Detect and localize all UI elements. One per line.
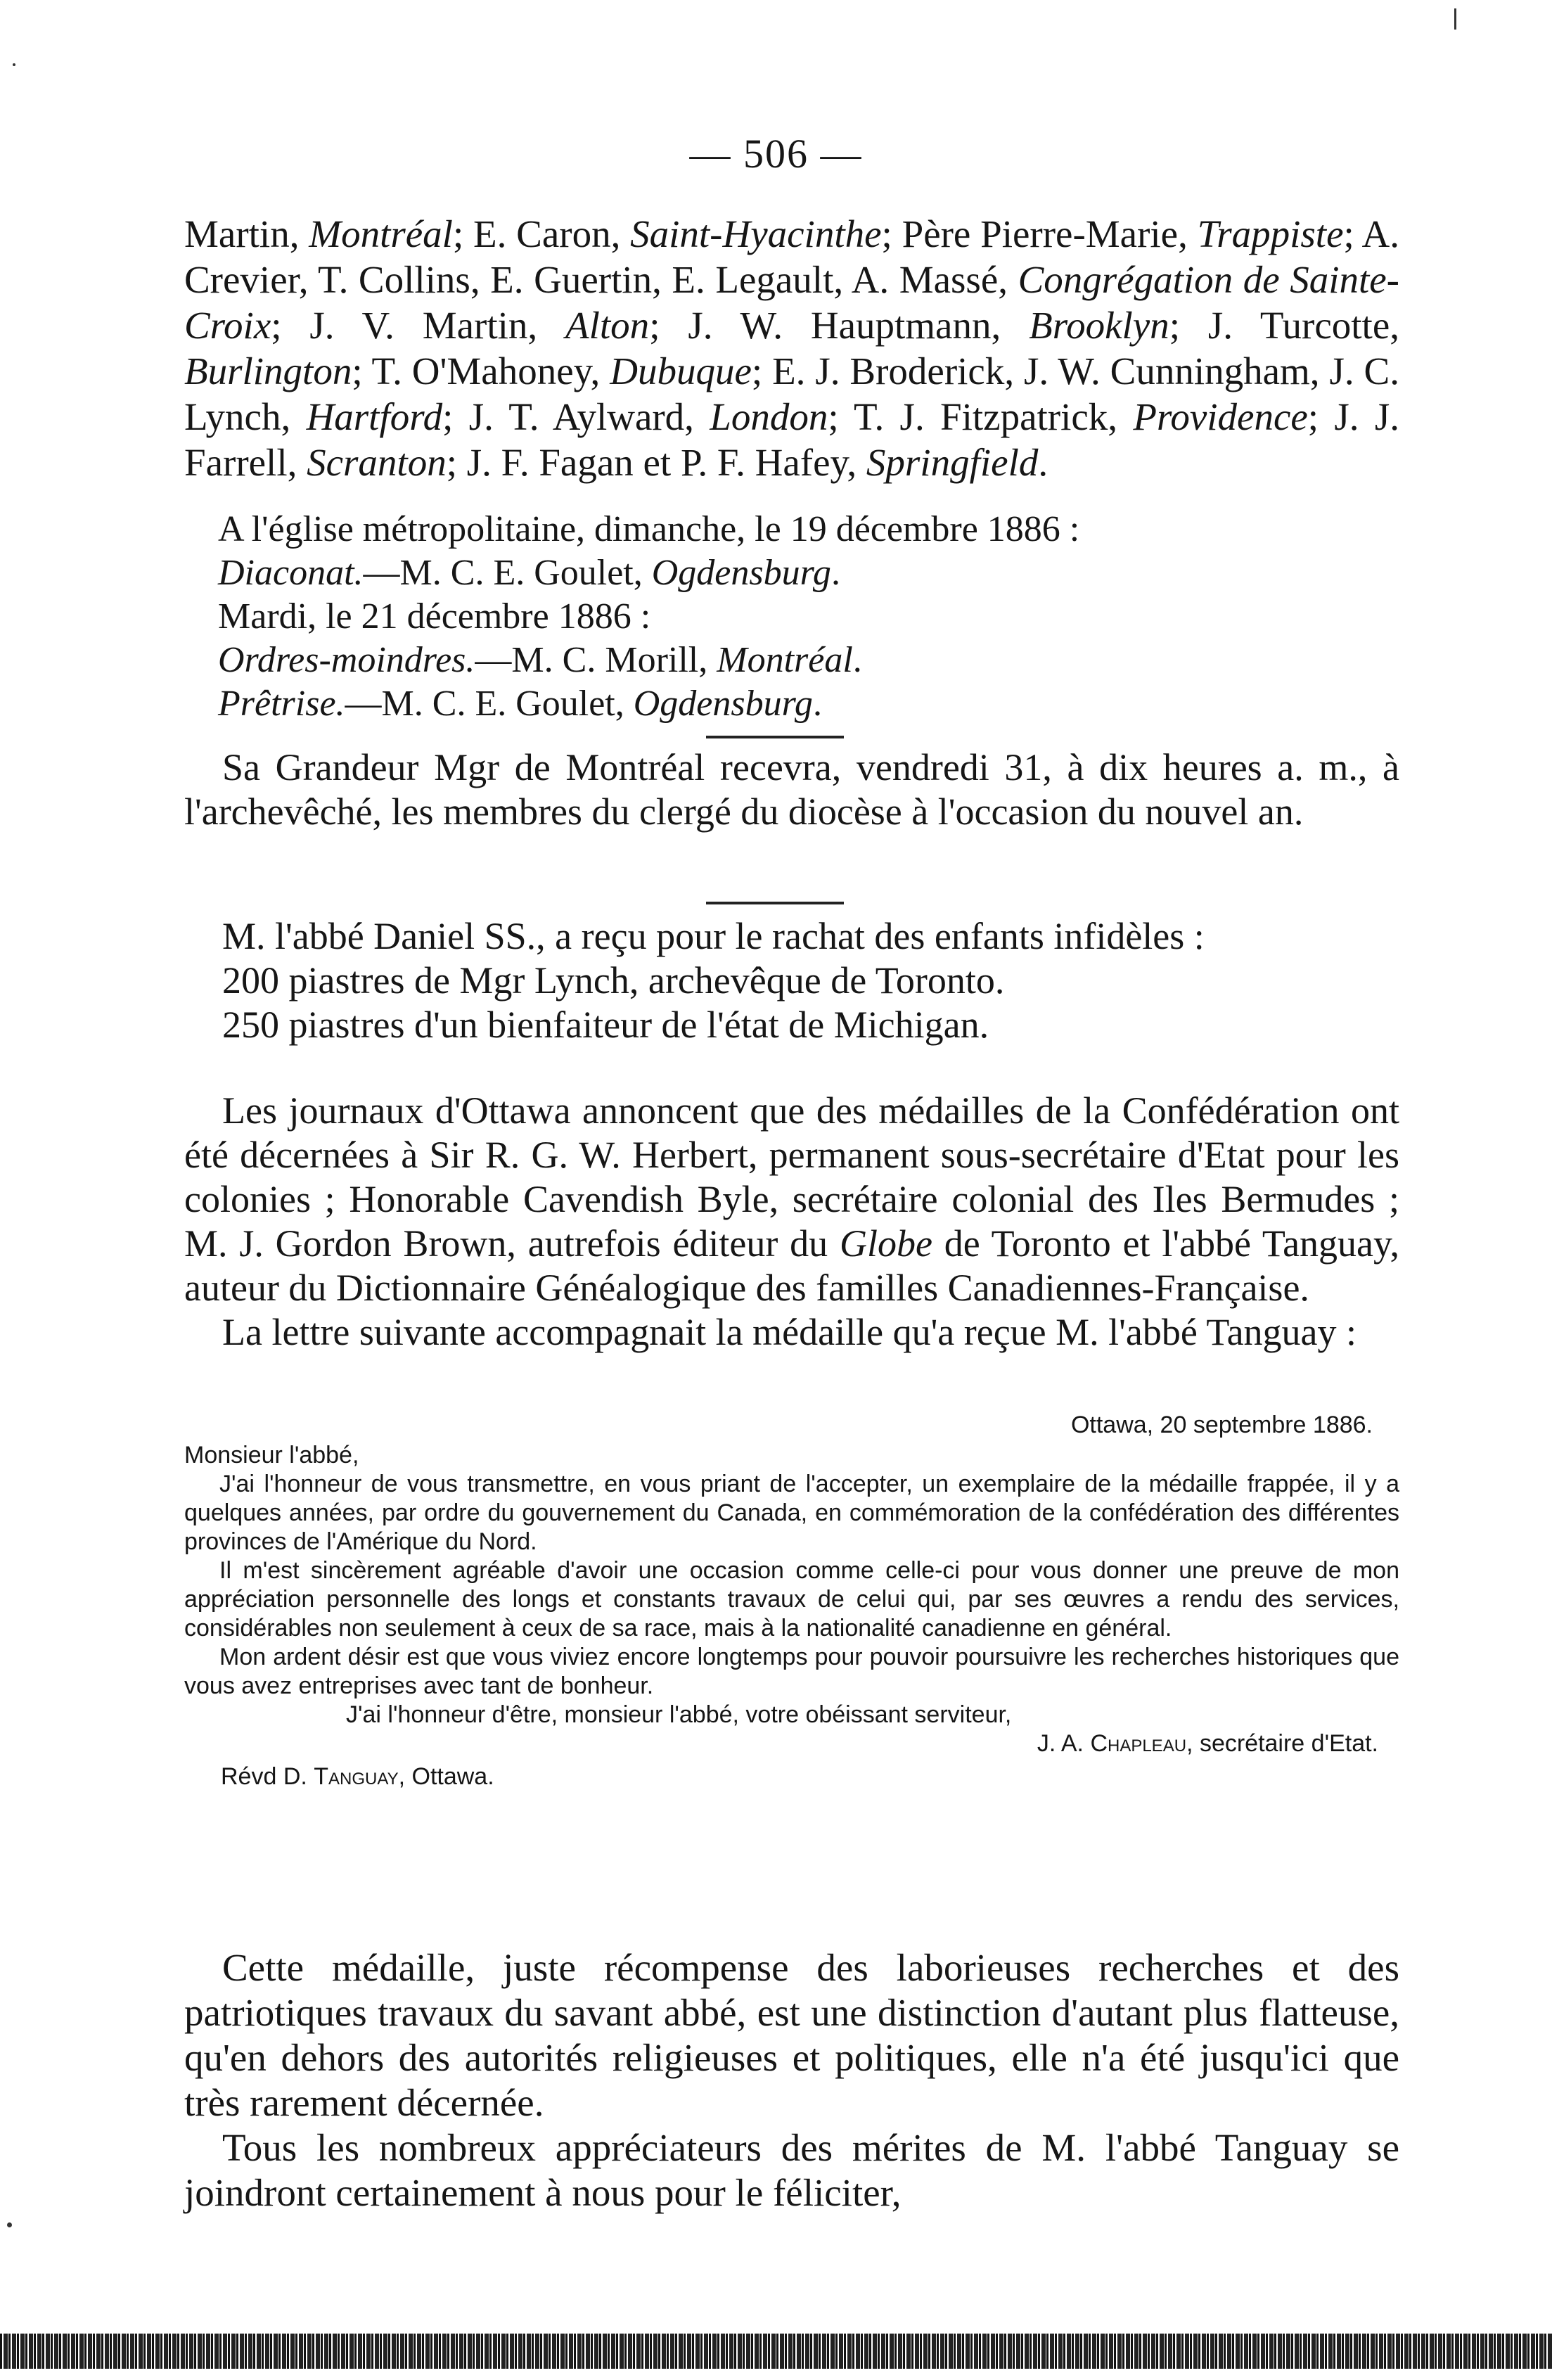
reception-paragraph [184, 746, 1399, 834]
text: ; J. Turcotte, [1169, 304, 1399, 347]
medals-paragraph [184, 1089, 1399, 1310]
order-name: Ordres-moindres. [218, 640, 475, 680]
place-name: Brooklyn [1029, 304, 1169, 347]
section-divider [706, 736, 844, 738]
text: ; T. O'Mahoney, [352, 350, 610, 392]
letter-paragraph: Mon ardent désir est que vous viviez encore longtemps pour pouvoir poursuivre les recherches historiques que vous avez entreprises avec tant de bonheur. [184, 1644, 1399, 1699]
text: ; J. J. Farrell, [184, 395, 1400, 484]
text: —M. C. Morill, [475, 640, 717, 680]
place-name: London [710, 395, 828, 438]
text: ; A. Crevier, T. Collins, E. Guertin, E. Legault, A. Massé, [184, 212, 1399, 301]
ordination-line [218, 639, 862, 682]
text: , Ottawa. [398, 1763, 494, 1790]
text: ; J. V. Martin, [271, 304, 566, 347]
donations-block [184, 914, 1399, 1047]
newspaper-name: Globe [840, 1222, 932, 1265]
text: . [812, 684, 822, 724]
text: —M. C. E. Goulet, [345, 684, 634, 724]
place-name: Springfield [866, 441, 1039, 484]
place-name: Congrégation de Sainte-Croix [184, 258, 1399, 347]
page-number: — 506 — [689, 131, 863, 177]
reception-text: Sa Grandeur Mgr de Montréal recevra, vendredi 31, à dix heures a. m., à l'archevêché, les membres du clergé du diocèse à l'occasion du nouvel an. [184, 746, 1399, 833]
order-name: Prêtrise. [218, 684, 345, 724]
text: Révd D. [221, 1763, 314, 1790]
place-name: Dubuque [610, 350, 752, 392]
ordination-line: Mardi, le 21 décembre 1886 : [218, 596, 651, 636]
scan-edge-noise [0, 2334, 1552, 2369]
donations-line: 250 piastres d'un bienfaiteur de l'état de Michigan. [222, 1004, 989, 1046]
text: ; T. J. Fitzpatrick, [828, 395, 1134, 438]
text: . [830, 553, 840, 593]
text: —M. C. E. Goulet, [363, 553, 652, 593]
scan-mark [13, 63, 15, 66]
text: , secrétaire d'Etat. [1186, 1730, 1378, 1757]
place-name: Burlington [184, 350, 352, 392]
letter-salutation: Monsieur l'abbé, [184, 1442, 359, 1469]
ordination-line [218, 551, 840, 595]
place-name: Providence [1133, 395, 1308, 438]
place-name: Hartford [306, 395, 443, 438]
text: . [1038, 441, 1048, 484]
place-name: Trappiste [1197, 212, 1344, 255]
text: ; J. F. Fagan et P. F. Hafey, [446, 441, 866, 484]
medals-block [184, 1089, 1399, 1355]
letter-addressee [184, 1762, 1399, 1791]
place-name: Ogdensburg [651, 553, 831, 593]
addressee-name: Tanguay [314, 1763, 399, 1790]
place-name: Montréal [309, 212, 453, 255]
medals-intro-paragraph: La lettre suivante accompagnait la médaille qu'a reçue M. l'abbé Tanguay : [222, 1311, 1357, 1353]
scan-mark [1454, 8, 1456, 30]
closing-block [184, 1945, 1399, 2215]
signatory-name: Chapleau [1090, 1730, 1187, 1757]
letter-dateline: Ottawa, 20 septembre 1886. [1070, 1412, 1373, 1438]
closing-paragraph: Cette médaille, juste récompense des laborieuses recherches et des patriotiques travaux du savant abbé, est une distinction d'autant plus flatteuse, qu'en dehors des autorités religieuses et politiques, elle n'a été jusqu'ici que très rarement décernée. [184, 1946, 1399, 2124]
text: J. A. [1037, 1730, 1091, 1757]
scan-mark [7, 2222, 12, 2227]
letter-paragraph: J'ai l'honneur de vous transmettre, en vous priant de l'accepter, un exemplaire de la médaille frappée, il y a quelques années, par ordre du gouvernement du Canada, en commémoration de la confédération des différentes provinces de l'Amérique du Nord. [184, 1471, 1399, 1555]
text: Les journaux d'Ottawa annoncent que des médailles de la Confédération ont été décernées à Sir R. G. W. Herbert, permanent sous-secrétaire d'Etat pour les colonies ; Honorable Cavendish Byle, secrétaire colonial des Iles Bermudes ; M. J. Gordon Brown, autrefois éditeur du [184, 1089, 1399, 1265]
text: ; J. T. Aylward, [442, 395, 710, 438]
place-name: Scranton [307, 441, 447, 484]
section-divider [706, 902, 844, 904]
order-name: Diaconat. [218, 553, 364, 593]
place-name: Saint-Hyacinthe [630, 212, 882, 255]
closing-paragraph: Tous les nombreux appréciateurs des mérites de M. l'abbé Tanguay se joindront certainement à nous pour le féliciter, [184, 2126, 1399, 2214]
text: . [852, 640, 862, 680]
text: ; J. W. Hauptmann, [649, 304, 1030, 347]
place-name: Montréal [717, 640, 853, 680]
text: ; E. J. Broderick, J. W. Cunningham, J. C. Lynch, [184, 350, 1399, 438]
donations-line: 200 piastres de Mgr Lynch, archevêque de Toronto. [222, 959, 1005, 1002]
priest-list-paragraph [184, 211, 1399, 485]
text: Martin, [184, 212, 309, 255]
letter-block [184, 1411, 1399, 1791]
letter-closing: J'ai l'honneur d'être, monsieur l'abbé, votre obéissant serviteur, [346, 1701, 1012, 1728]
text: ; E. Caron, [452, 212, 631, 255]
text: ; Père Pierre-Marie, [881, 212, 1198, 255]
ordination-line: A l'église métropolitaine, dimanche, le 19 décembre 1886 : [218, 509, 1080, 549]
donations-line: M. l'abbé Daniel SS., a reçu pour le rachat des enfants infidèles : [222, 915, 1205, 957]
letter-signature [184, 1729, 1399, 1758]
ordination-line [218, 682, 822, 726]
text: de Toronto et l'abbé Tanguay, auteur du Dictionnaire Généalogique des familles Canadiennes-Française. [184, 1222, 1399, 1309]
place-name: Alton [565, 304, 650, 347]
place-name: Ogdensburg [633, 684, 813, 724]
letter-paragraph: Il m'est sincèrement agréable d'avoir une occasion comme celle-ci pour vous donner une preuve de mon appréciation personnelle des longs et constants travaux de celui qui, par ses œuvres a rendu des services, considérables non seulement à ceux de sa race, mais à la nationalité canadienne en général. [184, 1557, 1399, 1642]
